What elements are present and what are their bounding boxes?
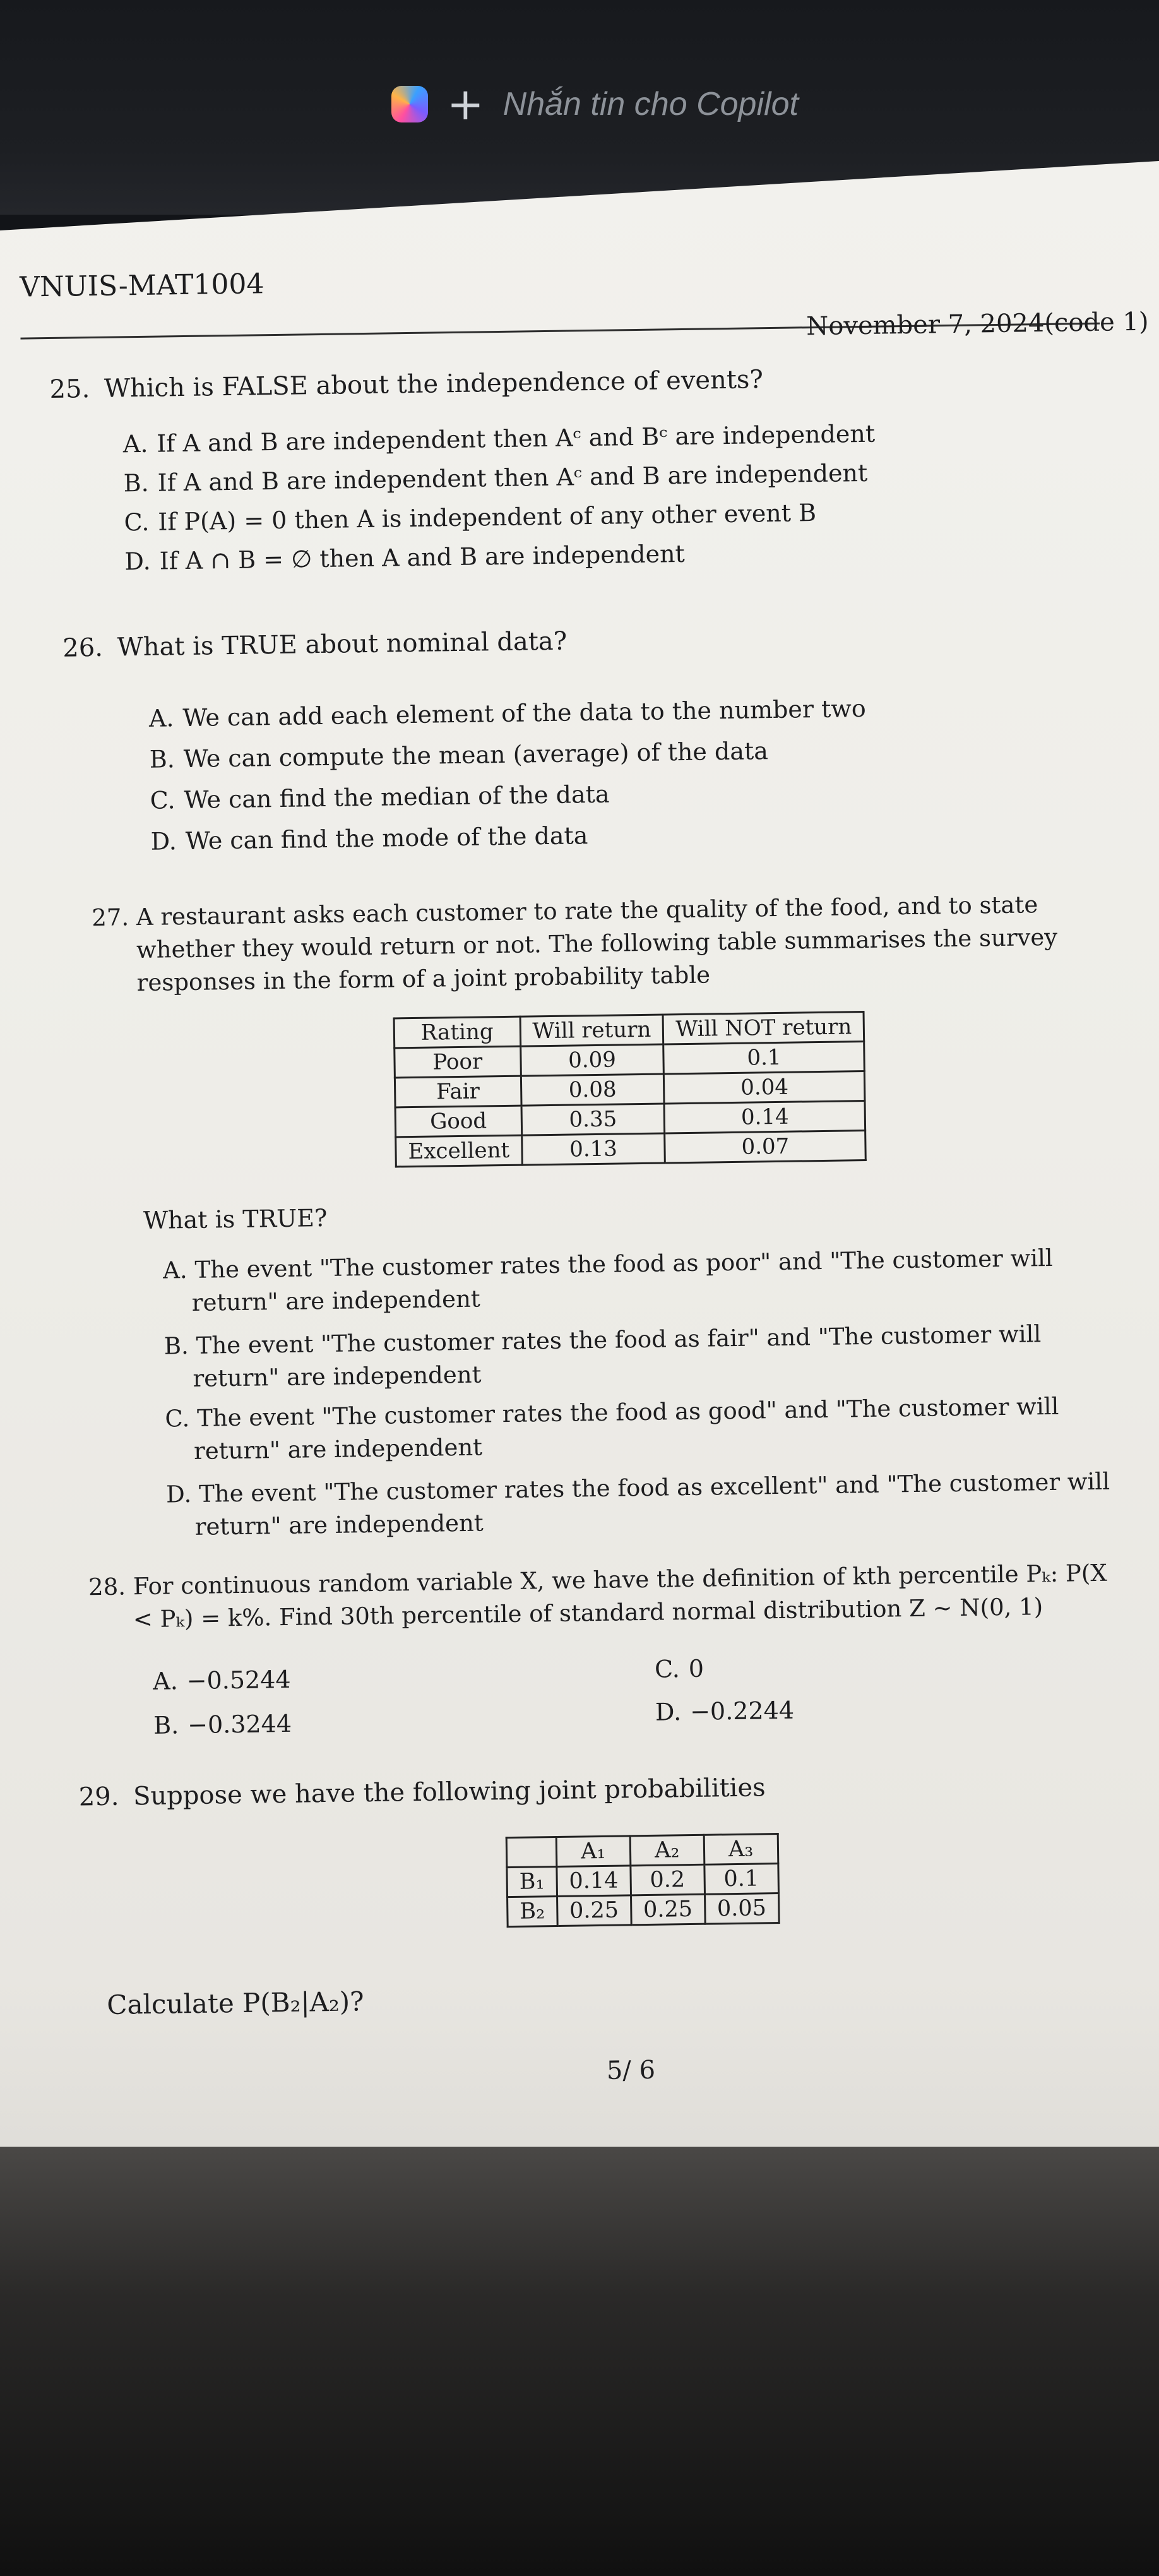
q25-option-b xyxy=(123,456,867,499)
question-text: What is TRUE about nominal data? xyxy=(117,626,568,662)
option-text: We can add each element of the data to the number two xyxy=(182,694,867,732)
question-text: For continuous random variable X, we have the definition of kth percentile Pₖ: P(X < Pₖ) = k%. Find 30th percentile of standard normal distribution Z ~ N(0, 1) xyxy=(133,1559,1107,1633)
q28-option-d xyxy=(655,1694,795,1729)
option-text: −0.5244 xyxy=(186,1665,291,1695)
q27-option-c xyxy=(165,1389,1128,1468)
question-number: 28. xyxy=(88,1573,126,1601)
question-29 xyxy=(78,1770,766,1815)
question-26 xyxy=(62,624,568,666)
column-header: Will return xyxy=(520,1015,664,1046)
table-cell: 0.09 xyxy=(520,1044,664,1076)
q26-option-b xyxy=(149,734,768,776)
option-key: A. xyxy=(122,429,148,458)
column-header xyxy=(506,1837,556,1867)
option-text: If A and B are independent then Aᶜ and B are independent xyxy=(157,458,868,497)
option-text: The event "The customer rates the food as excellent" and "The customer will return" are independent xyxy=(194,1467,1110,1541)
table-cell: 0.35 xyxy=(521,1104,665,1135)
table-row xyxy=(507,1864,778,1897)
table-cell: 0.25 xyxy=(631,1894,705,1925)
option-text: We can find the median of the data xyxy=(184,780,610,814)
option-key: D. xyxy=(165,1480,192,1508)
option-text: The event "The customer rates the food as poor" and "The customer will return" are independent xyxy=(191,1244,1054,1316)
q27-option-a xyxy=(162,1241,1126,1320)
q26-option-d xyxy=(150,819,588,858)
table-cell: Excellent xyxy=(396,1135,522,1167)
option-key: D. xyxy=(655,1698,682,1726)
question-27 xyxy=(92,888,1097,1000)
option-key: C. xyxy=(150,786,175,814)
table-cell: 0.05 xyxy=(704,1893,779,1924)
table-cell: Fair xyxy=(395,1076,521,1107)
option-key: B. xyxy=(163,1332,189,1360)
question-text: A restaurant asks each customer to rate the quality of the food, and to state whether they would return or not. The following table summarises the survey responses in the form of a joint probability table xyxy=(136,891,1058,997)
option-text: −0.3244 xyxy=(187,1709,292,1739)
q28-option-b xyxy=(153,1707,292,1742)
row-header: B₁ xyxy=(507,1866,557,1897)
question-number: 25. xyxy=(49,374,90,404)
q27-prompt: What is TRUE? xyxy=(143,1203,328,1235)
option-text: We can compute the mean (average) of the data xyxy=(183,737,769,773)
rating-table xyxy=(393,1011,867,1167)
table-row xyxy=(396,1131,866,1167)
question-number: 29. xyxy=(78,1782,119,1812)
column-header: Rating xyxy=(394,1017,520,1048)
option-key: A. xyxy=(162,1256,187,1284)
course-code: VNUIS-MAT1004 xyxy=(20,268,264,304)
q28-option-a xyxy=(153,1663,291,1698)
q29-prompt: Calculate P(B₂|A₂)? xyxy=(107,1986,364,2020)
option-key: C. xyxy=(165,1405,190,1433)
option-text: 0 xyxy=(688,1654,704,1683)
table-header-row xyxy=(506,1834,778,1868)
option-text: If A and B are independent then Aᶜ and Bᶜ are independent xyxy=(157,419,876,458)
question-text: Which is FALSE about the independence of events? xyxy=(104,365,764,403)
q25-option-c xyxy=(124,496,816,539)
option-key: C. xyxy=(654,1655,681,1683)
table-cell: 0.2 xyxy=(631,1864,705,1895)
table-cell: 0.07 xyxy=(665,1131,866,1163)
table-cell: 0.14 xyxy=(557,1866,631,1897)
option-key: C. xyxy=(124,508,150,537)
table-cell: 0.08 xyxy=(521,1074,665,1106)
option-text: If A ∩ B = ∅ then A and B are independent xyxy=(159,539,686,575)
column-header: Will NOT return xyxy=(663,1012,865,1044)
option-key: D. xyxy=(150,827,177,856)
q25-option-a xyxy=(122,417,875,461)
table-cell: 0.1 xyxy=(663,1042,865,1074)
question-number: 26. xyxy=(62,633,104,663)
question-25 xyxy=(49,362,763,407)
option-key: A. xyxy=(148,704,174,732)
copilot-prompt-text[interactable]: Nhắn tin cho Copilot xyxy=(502,86,799,122)
row-header: B₂ xyxy=(508,1896,557,1926)
option-text: We can find the mode of the data xyxy=(185,821,588,856)
table-cell: 0.25 xyxy=(557,1895,631,1926)
option-text: If P(A) = 0 then A is independent of any other event B xyxy=(158,499,817,536)
table-cell: 0.13 xyxy=(521,1133,665,1165)
question-28 xyxy=(88,1557,1118,1637)
joint-probability-table xyxy=(506,1833,780,1928)
option-key: B. xyxy=(149,745,175,773)
column-header: A₁ xyxy=(556,1836,631,1867)
q28-option-c xyxy=(655,1652,704,1686)
option-text: The event "The customer rates the food as good" and "The customer will return" are independent xyxy=(193,1392,1059,1465)
q26-option-a xyxy=(149,692,867,735)
option-key: B. xyxy=(153,1711,179,1739)
table-cell: 0.1 xyxy=(704,1864,778,1895)
exam-date: November 7, 2024(code 1) xyxy=(806,307,1149,342)
column-header: A₃ xyxy=(704,1834,778,1865)
table-cell: 0.14 xyxy=(664,1101,865,1133)
question-text: Suppose we have the following joint probabilities xyxy=(133,1773,766,1811)
q25-option-d xyxy=(124,537,685,578)
column-header: A₂ xyxy=(630,1835,704,1866)
option-text: The event "The customer rates the food as fair" and "The customer will return" are independent xyxy=(193,1320,1042,1392)
q27-option-b xyxy=(163,1316,1127,1395)
option-text: −0.2244 xyxy=(689,1696,795,1726)
table-cell: 0.04 xyxy=(664,1071,865,1104)
add-icon[interactable]: + xyxy=(447,78,484,130)
table-cell: Poor xyxy=(395,1046,521,1078)
table-row xyxy=(508,1893,779,1927)
table-cell: Good xyxy=(395,1106,521,1137)
option-key: A. xyxy=(152,1667,179,1695)
q26-option-c xyxy=(150,778,609,817)
option-key: D. xyxy=(124,547,151,576)
question-number: 27. xyxy=(92,903,129,932)
option-key: B. xyxy=(123,468,150,498)
page-number: 5/ 6 xyxy=(606,2055,656,2085)
q27-option-d xyxy=(165,1465,1129,1544)
